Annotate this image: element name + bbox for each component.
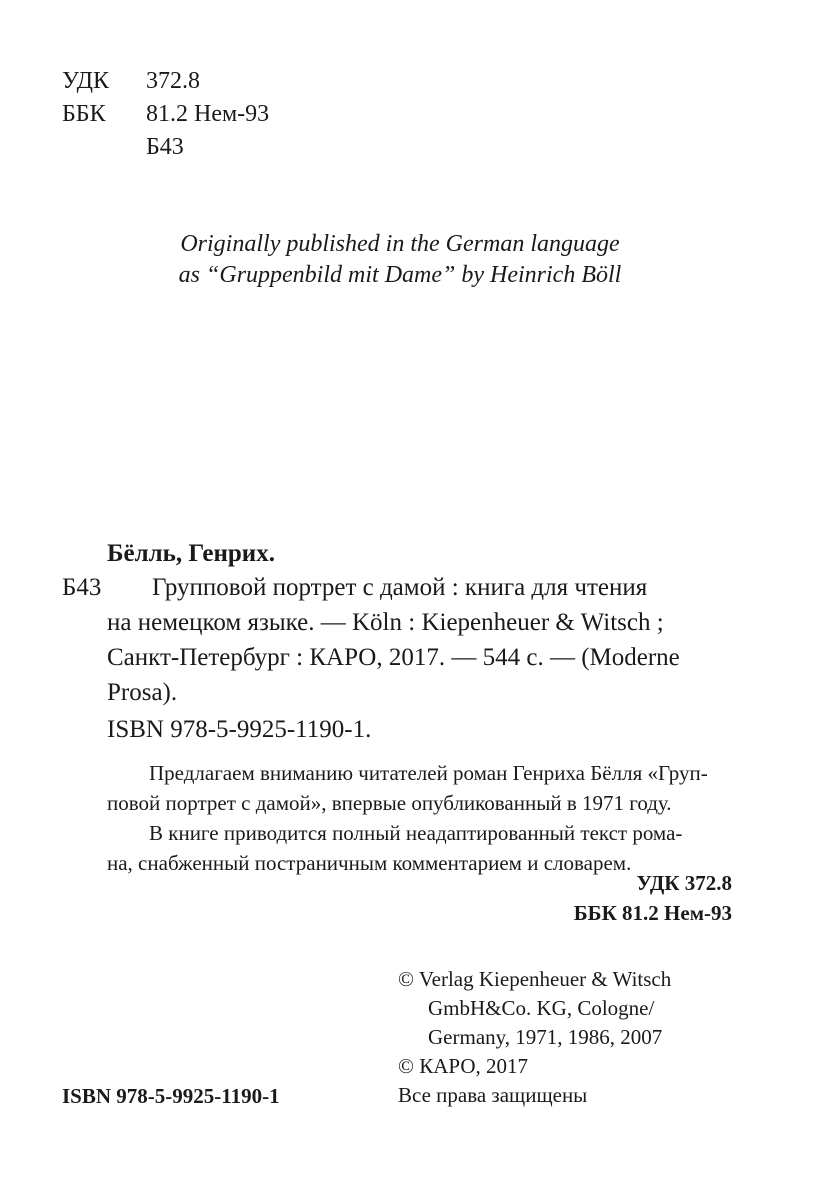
description-line: Prosa).	[107, 679, 178, 706]
annotation-line: повой портрет с дамой», впервые опубликованный в 1971 году.	[107, 791, 672, 815]
bbk-label: ББК	[62, 101, 106, 127]
annotation-line: В книге приводится полный неадаптированный текст рома-	[149, 821, 683, 845]
original-note-line: Originally published in the German language	[180, 231, 620, 257]
original-publication-note	[150, 229, 650, 291]
author-sign-value: Б43	[146, 134, 184, 160]
udk-right: УДК 372.8	[636, 871, 732, 895]
annotation-line: на, снабженный постраничным комментарием и словарем.	[107, 851, 632, 875]
udk-label: УДК	[62, 68, 109, 94]
annotation	[107, 758, 737, 878]
author-sign-row	[62, 131, 322, 164]
bibliographic-description-continued	[107, 605, 680, 710]
bbk-row	[62, 98, 322, 131]
description-line: Санкт-Петербург : КАРО, 2017. — 544 с. — (Moderne	[107, 644, 680, 671]
copyright-line: GmbH&Co. KG, Cologne/	[428, 996, 655, 1020]
book-index: Б43	[62, 574, 102, 601]
isbn-entry: ISBN 978-5-9925-1190-1.	[107, 716, 372, 743]
original-note-line: as “Gruppenbild mit Dame” by Heinrich Böll	[178, 262, 622, 288]
annotation-line: Предлагаем вниманию читателей роман Генриха Бёлля «Груп-	[149, 761, 708, 785]
description-line: на немецком языке. — Köln : Kiepenheuer & Witsch ;	[107, 609, 664, 636]
udk-value: 372.8	[146, 68, 200, 94]
copyright-block	[398, 965, 671, 1110]
bbk-right: ББК 81.2 Нем-93	[573, 901, 732, 925]
copyright-line: Все права защищены	[398, 1083, 588, 1107]
classification-top	[62, 65, 322, 165]
bibliographic-description	[152, 570, 647, 605]
copyright-line: © Verlag Kiepenheuer & Witsch	[398, 967, 672, 991]
copyright-line: © КАРО, 2017	[398, 1054, 528, 1078]
bbk-value: 81.2 Нем-93	[146, 101, 270, 127]
author-heading: Бёлль, Генрих.	[107, 540, 275, 567]
copyright-line: Germany, 1971, 1986, 2007	[428, 1025, 663, 1049]
description-line: Групповой портрет с дамой : книга для чтения	[152, 574, 648, 601]
isbn-bottom: ISBN 978-5-9925-1190-1	[62, 1084, 280, 1108]
udk-row	[62, 65, 322, 98]
